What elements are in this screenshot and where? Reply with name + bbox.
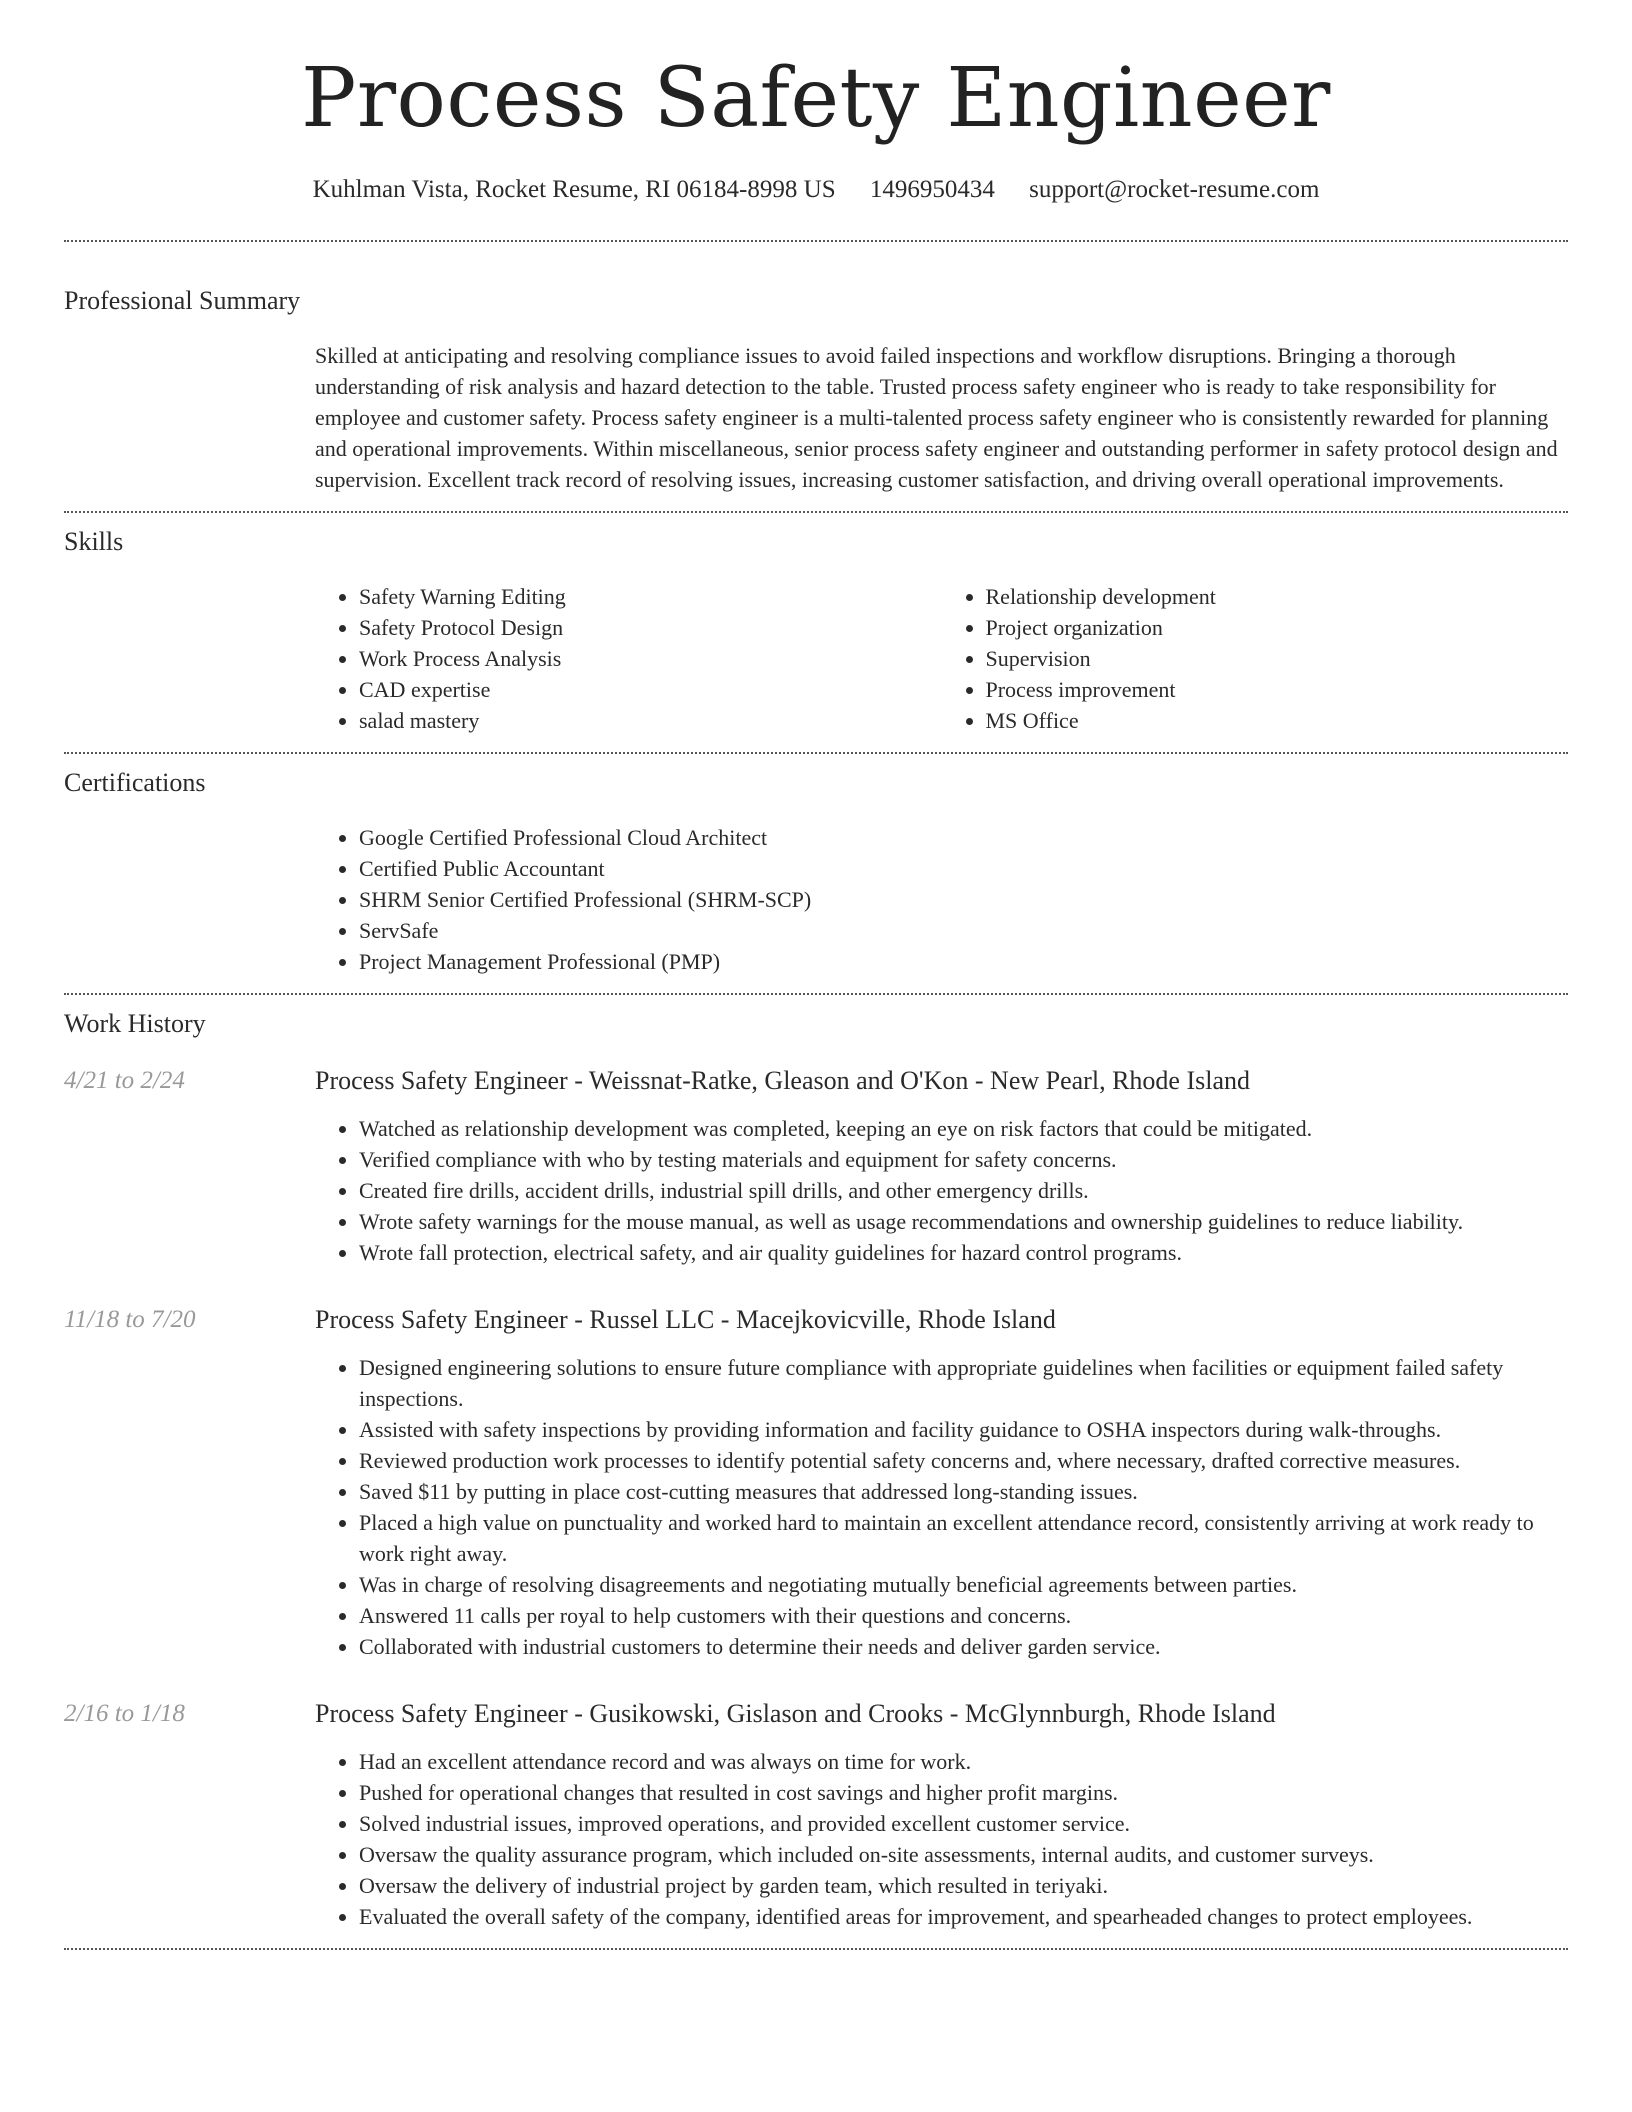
job-bullet: • Reviewed production work processes to identify potential safety concerns and, where necessary, drafted corrective measures. [359, 1445, 1568, 1476]
skill-item: • salad mastery [359, 705, 942, 736]
summary-heading: Professional Summary [64, 286, 301, 315]
skill-item: • Relationship development [986, 581, 1569, 612]
job-bullet: • Designed engineering solutions to ensure future compliance with appropriate guidelines when facilities or equipment failed safety inspections. [359, 1352, 1568, 1414]
certification-item: • ServSafe [359, 915, 1568, 946]
job-entry [64, 1065, 1568, 1268]
certification-item: • Certified Public Accountant [359, 853, 1568, 884]
job-bullet: • Saved $11 by putting in place cost-cutting measures that addressed long-standing issues. [359, 1476, 1568, 1507]
contact-email: support@rocket-resume.com [1029, 176, 1320, 203]
work-history-section [64, 995, 1568, 1932]
divider [64, 1948, 1568, 1950]
certification-item: • Google Certified Professional Cloud Architect [359, 822, 1568, 853]
job-bullet: • Collaborated with industrial customers to determine their needs and deliver garden service. [359, 1631, 1568, 1662]
certification-item: • SHRM Senior Certified Professional (SHRM-SCP) [359, 884, 1568, 915]
summary-section [64, 242, 1568, 495]
skills-list [315, 581, 1568, 736]
skill-item: • Work Process Analysis [359, 643, 942, 674]
job-bullet: • Wrote fall protection, electrical safety, and air quality guidelines for hazard control programs. [359, 1237, 1568, 1268]
resume-page [64, 0, 1568, 1950]
job-bullet: • Created fire drills, accident drills, industrial spill drills, and other emergency drills. [359, 1175, 1568, 1206]
job-bullet: • Evaluated the overall safety of the company, identified areas for improvement, and spearheaded changes to protect employees. [359, 1901, 1568, 1932]
work-history-heading: Work History [64, 1009, 206, 1038]
contact-line [64, 176, 1568, 204]
job-bullet: • Oversaw the delivery of industrial project by garden team, which resulted in teriyaki. [359, 1870, 1568, 1901]
skill-item: • Supervision [986, 643, 1569, 674]
job-bullets [315, 1113, 1568, 1268]
skill-item: • Project organization [986, 612, 1569, 643]
job-bullet: • Placed a high value on punctuality and worked hard to maintain an excellent attendance record, consistently arriving at work ready to work right away. [359, 1507, 1568, 1569]
certifications-section [64, 754, 1568, 977]
job-bullet: • Watched as relationship development was completed, keeping an eye on risk factors that could be mitigated. [359, 1113, 1568, 1144]
job-bullet: • Solved industrial issues, improved operations, and provided excellent customer service. [359, 1808, 1568, 1839]
skill-item: • MS Office [986, 705, 1569, 736]
skills-heading: Skills [64, 527, 124, 556]
skills-column-right [942, 581, 1569, 736]
certifications-list [315, 822, 1568, 977]
job-date: 4/21 to 2/24 [64, 1067, 185, 1094]
job-bullets [315, 1352, 1568, 1662]
job-bullet: • Wrote safety warnings for the mouse manual, as well as usage recommendations and ownership guidelines to reduce liability. [359, 1206, 1568, 1237]
job-title: Process Safety Engineer - Gusikowski, Gislason and Crooks - McGlynnburgh, Rhode Island [315, 1699, 1276, 1728]
skill-item: • CAD expertise [359, 674, 942, 705]
certification-item: • Project Management Professional (PMP) [359, 946, 1568, 977]
skill-item: • Process improvement [986, 674, 1569, 705]
job-bullet: • Answered 11 calls per royal to help customers with their questions and concerns. [359, 1600, 1568, 1631]
job-bullet: • Oversaw the quality assurance program, which included on-site assessments, internal audits, and customer surveys. [359, 1839, 1568, 1870]
job-date: 11/18 to 7/20 [64, 1306, 196, 1333]
job-bullet: • Assisted with safety inspections by providing information and facility guidance to OSHA inspectors during walk-throughs. [359, 1414, 1568, 1445]
job-entry [64, 1304, 1568, 1662]
skill-item: • Safety Warning Editing [359, 581, 942, 612]
summary-text: Skilled at anticipating and resolving compliance issues to avoid failed inspections and workflow disruptions. Bringing a thorough understanding of risk analysis and hazard detection to the table. Trusted process safety engineer who is ready to take responsibility for employee and customer safety. Process safety engineer is a multi-talented process safety engineer who is consistently rewarded for planning and operational improvements. Within miscellaneous, senior process safety engineer and outstanding performer in safety protocol design and supervision. Excellent track record of resolving issues, increasing customer satisfaction, and driving overall operational improvements. [315, 343, 1558, 492]
skills-section [64, 513, 1568, 736]
job-bullet: • Was in charge of resolving disagreements and negotiating mutually beneficial agreements between parties. [359, 1569, 1568, 1600]
job-bullet: • Pushed for operational changes that resulted in cost savings and higher profit margins. [359, 1777, 1568, 1808]
job-bullets [315, 1746, 1568, 1932]
skill-item: • Safety Protocol Design [359, 612, 942, 643]
job-bullet: • Verified compliance with who by testing materials and equipment for safety concerns. [359, 1144, 1568, 1175]
job-date: 2/16 to 1/18 [64, 1700, 185, 1727]
contact-phone: 1496950434 [869, 176, 995, 203]
job-title: Process Safety Engineer - Weissnat-Ratke, Gleason and O'Kon - New Pearl, Rhode Island [315, 1066, 1250, 1095]
skills-column-left [315, 581, 942, 736]
page-title: Process Safety Engineer [301, 51, 1331, 146]
job-title: Process Safety Engineer - Russel LLC - Macejkovicville, Rhode Island [315, 1305, 1056, 1334]
contact-address: Kuhlman Vista, Rocket Resume, RI 06184-8998 US [312, 176, 836, 203]
job-entry [64, 1698, 1568, 1932]
job-bullet: • Had an excellent attendance record and was always on time for work. [359, 1746, 1568, 1777]
certifications-heading: Certifications [64, 768, 206, 797]
